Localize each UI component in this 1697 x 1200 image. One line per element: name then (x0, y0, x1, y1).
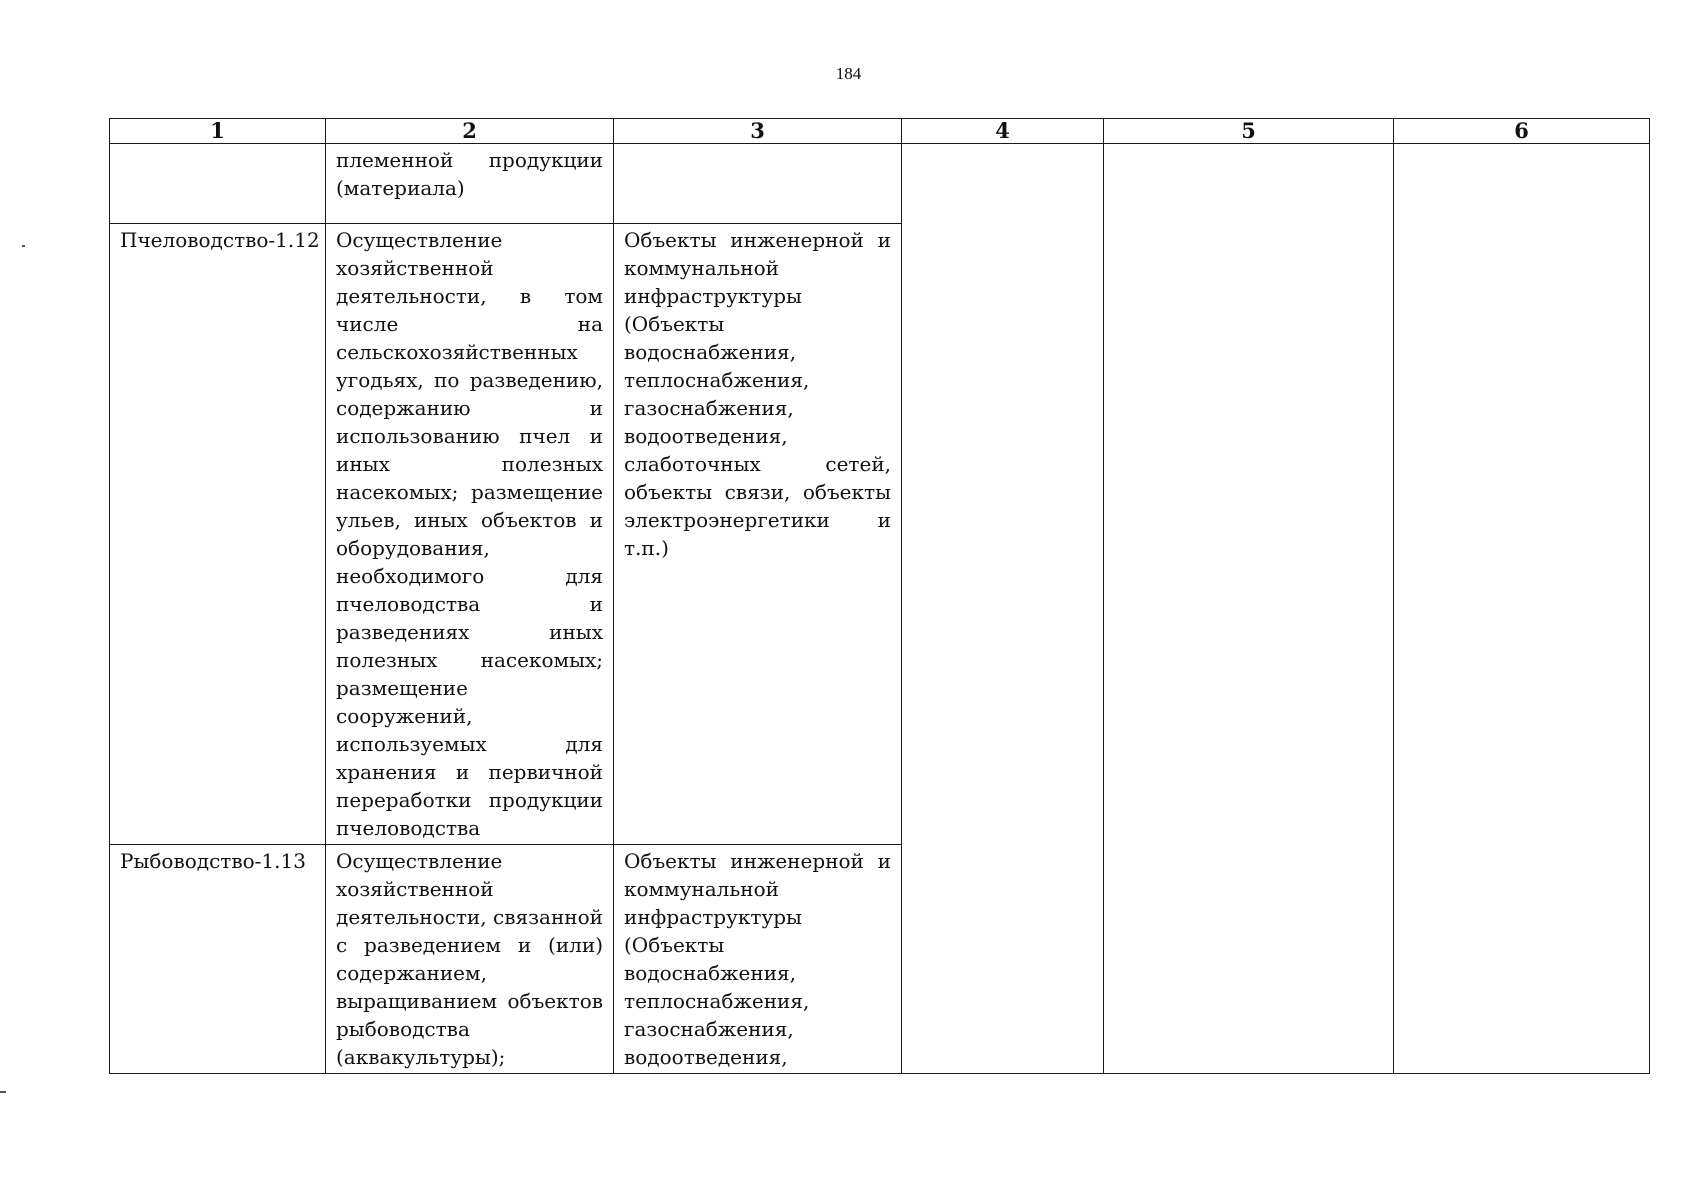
cell-auxiliary-objects (614, 845, 902, 1074)
cell-description (326, 144, 614, 224)
cell-use-type (110, 224, 326, 845)
column-header-4: 4 (902, 119, 1104, 144)
cell-auxiliary-objects (614, 224, 902, 845)
column-header-1: 1 (110, 119, 326, 144)
cell-description (326, 845, 614, 1074)
auxiliary-objects-text: Объекты инженерной и коммунальной инфраструктуры (Объекты водоснабжения, теплоснабжения, газоснабжения, водоотведения, (624, 849, 891, 1069)
scan-artifact-dot (22, 245, 25, 247)
description-text: племенной продукции (материала) (336, 148, 603, 200)
page-number: 184 (835, 64, 862, 83)
column-header-5: 5 (1104, 119, 1394, 144)
column-header-6: 6 (1394, 119, 1650, 144)
description-text: Осуществление хозяйственной деятельности, связанной с разведением и (или) содержанием, выращиванием объектов рыбоводства (аквакультуры); (336, 849, 603, 1069)
column-header-2: 2 (326, 119, 614, 144)
cell-auxiliary-objects (614, 144, 902, 224)
cell-description (326, 224, 614, 845)
auxiliary-objects-text: Объекты инженерной и коммунальной инфраструктуры (Объекты водоснабжения, теплоснабжения, газоснабжения, водоотведения, слаботочных сетей, объекты связи, объекты электроэнергетики и т.п.) (624, 228, 891, 560)
cell-use-type (110, 144, 326, 224)
column-header-3: 3 (614, 119, 902, 144)
description-text: Осуществление хозяйственной деятельности, в том числе на сельскохозяйственных угодьях, по разведению, содержанию и использованию пчел и иных полезных насекомых; размещение ульев, иных объектов и оборудования, необходимого для пчеловодства и разведениях иных полезных насекомых; размещение сооружений, используемых для хранения и первичной переработки продукции пчеловодства (336, 228, 603, 840)
use-type-text: Пчеловодство-1.12 (120, 228, 320, 252)
table-row (110, 144, 1650, 224)
table-header-row (110, 119, 1650, 144)
scan-artifact-dash (0, 1091, 6, 1093)
land-use-table (109, 118, 1650, 1074)
cell-column-4 (902, 144, 1104, 1074)
cell-column-6 (1394, 144, 1650, 1074)
cell-column-5 (1104, 144, 1394, 1074)
cell-use-type: Рыбоводство-1.13 (110, 845, 326, 1074)
